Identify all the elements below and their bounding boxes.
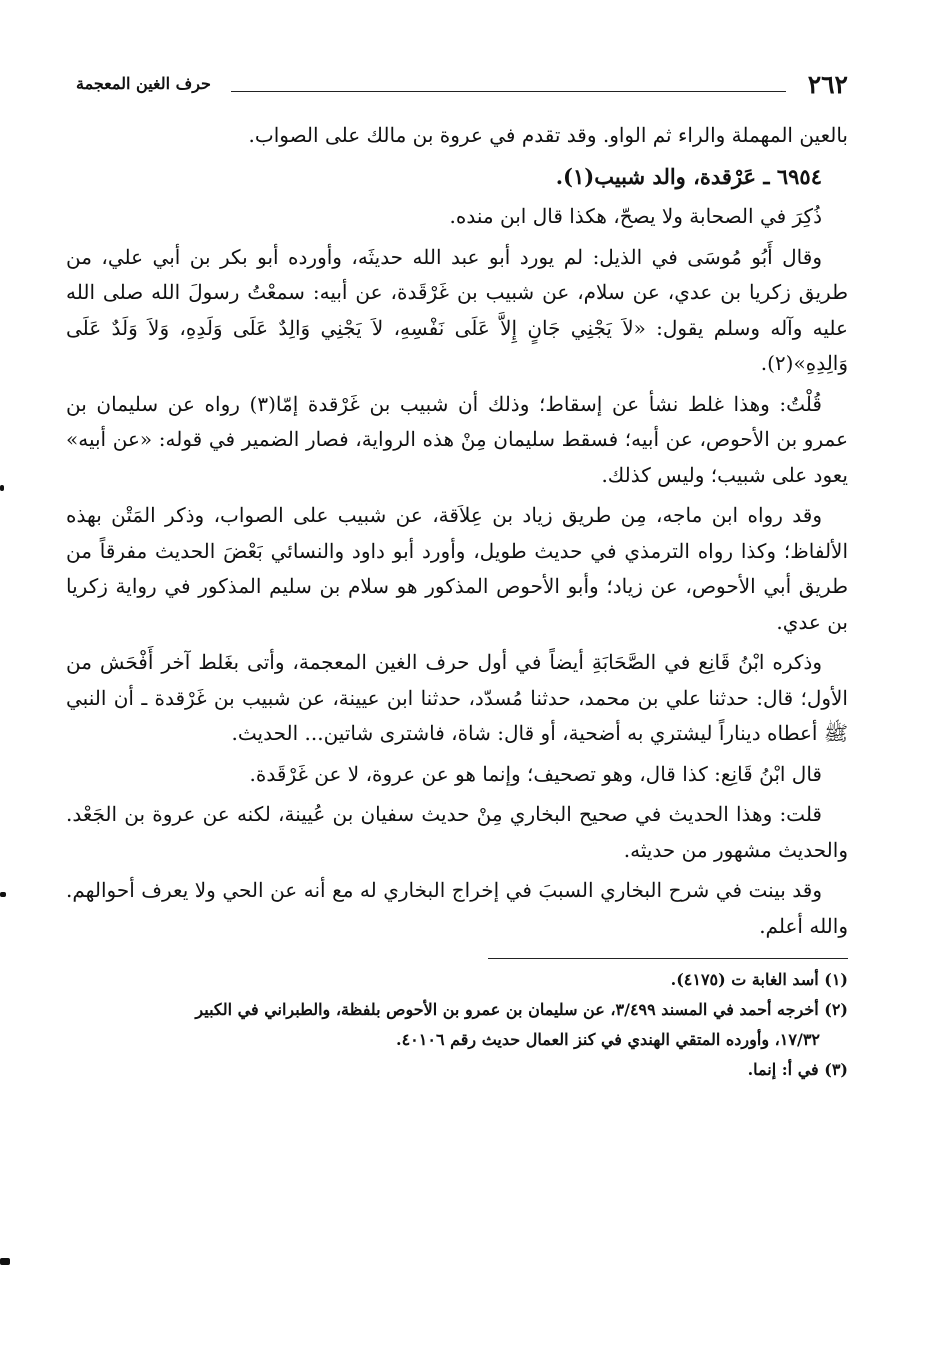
page-header — [66, 62, 848, 98]
paragraph: قلت: وهذا الحديث في صحيح البخاري مِنْ حديث سفيان بن عُيينة، لكنه عن عروة بن الجَعْد. والحديث مشهور من حديثه. — [66, 802, 848, 862]
paragraph: وقد رواه ابن ماجه، مِن طريق زياد بن عِلاَقة، عن شبيب على الصواب، وذكر المَتْن بهذه الألفاظ؛ وكذا رواه الترمذي في حديث طويل، وأورد أبو داود والنسائي بَعْضَ الحديث مفرقاً من طريق أبي الأحوص، عن زياد؛ وأبو الأحوص المذكور هو سلام بن سليم المذكور في رواية زكريا بن عدي. — [66, 503, 848, 634]
book-page — [66, 62, 848, 1085]
entry-heading: ٦٩٥٤ ـ عَرْقدة، والد شبيب(١). — [555, 163, 822, 189]
footnote-2: (٢) أخرجه أحمد في المسند ٣/٤٩٩، عن سليمان بن عمرو بن الأحوص بلفظة، والطبراني في الكبير — [195, 1000, 848, 1019]
paragraph: ذُكِرَ في الصحابة ولا يصحّ، هكذا قال ابن منده. — [449, 204, 822, 228]
footnote-1: (١) أسد الغابة ت (٤١٧٥). — [670, 970, 848, 989]
running-title: حرف الغين المعجمة — [76, 74, 211, 93]
paragraph: وقال أَبُو مُوسَى في الذيل: لم يورد أبو عبد الله حديثَه، وأورده أبو بكر بن أبي علي، من طريق زكريا بن عدي، عن سلام، عن شبيب بن غَرْقَدة، عن أبيه: سمعْتُ رسولَ الله صلى الله عليه وآله وسلم يقول: «لاَ يَجْنِي جَانٍ إِلاَّ عَلَى نَفْسِهِ، لاَ يَجْنِي وَالِدٌ عَلَى وَلَدِهِ، وَلاَ وَلَدٌ عَلَى وَالِدِهِ»(٢). — [66, 244, 848, 375]
paragraph: وقد بينت في شرح البخاري السببَ في إخراج البخاري له مع أنه عن الحي ولا يعرف أحوالهم. والله أعلم. — [66, 878, 848, 938]
header-rule — [231, 91, 786, 92]
main-text — [66, 118, 848, 944]
scan-margin-mark — [0, 485, 4, 491]
page-number: ٢٦٢ — [807, 70, 848, 99]
footnote-separator — [488, 958, 848, 959]
paragraph: قُلْتُ: وهذا غلط نشأ عن إسقاط؛ وذلك أن شبيب بن غَرْقدة إمّا(٣) رواه عن سليمان بن عمرو بن الأحوص، عن أبيه؛ فسقط سليمان مِنْ هذه الرواية، فصار الضمير في قوله: «عن أبيه» يعود على شبيب؛ وليس كذلك. — [66, 391, 848, 487]
paragraph-continuation: بالعين المهملة والراء ثم الواو. وقد تقدم في عروة بن مالك على الصواب. — [248, 123, 848, 147]
footnotes — [66, 965, 848, 1085]
scan-margin-mark — [0, 892, 6, 897]
paragraph: وذكره ابْنُ قَانِع في الصَّحَابَةِ أيضاً في أول حرف الغين المعجمة، وأتى بغَلط آخر أَفْحَش من الأول؛ قال: حدثنا علي بن محمد، حدثنا مُسدّد، حدثنا ابن عيينة، عن شبيب بن غَرْقدة ـ أن النبي ﷺ أعطاه ديناراً ليشتري به أضحية، أو قال: شاة، فاشترى شاتين... الحديث. — [66, 650, 848, 745]
footnote-2-continuation: ١٧/٣٢، وأورده المتقي الهندي في كنز العمال حديث رقم ٤٠١٠٦. — [396, 1030, 820, 1049]
scan-margin-mark — [0, 1258, 10, 1265]
paragraph: قال ابْنُ قَانِع: كذا قال، وهو تصحيف؛ وإنما هو عن عروة، لا عن غَرْقَدة. — [249, 761, 822, 786]
footnote-3: (٣) في أ: إنما. — [747, 1060, 848, 1079]
